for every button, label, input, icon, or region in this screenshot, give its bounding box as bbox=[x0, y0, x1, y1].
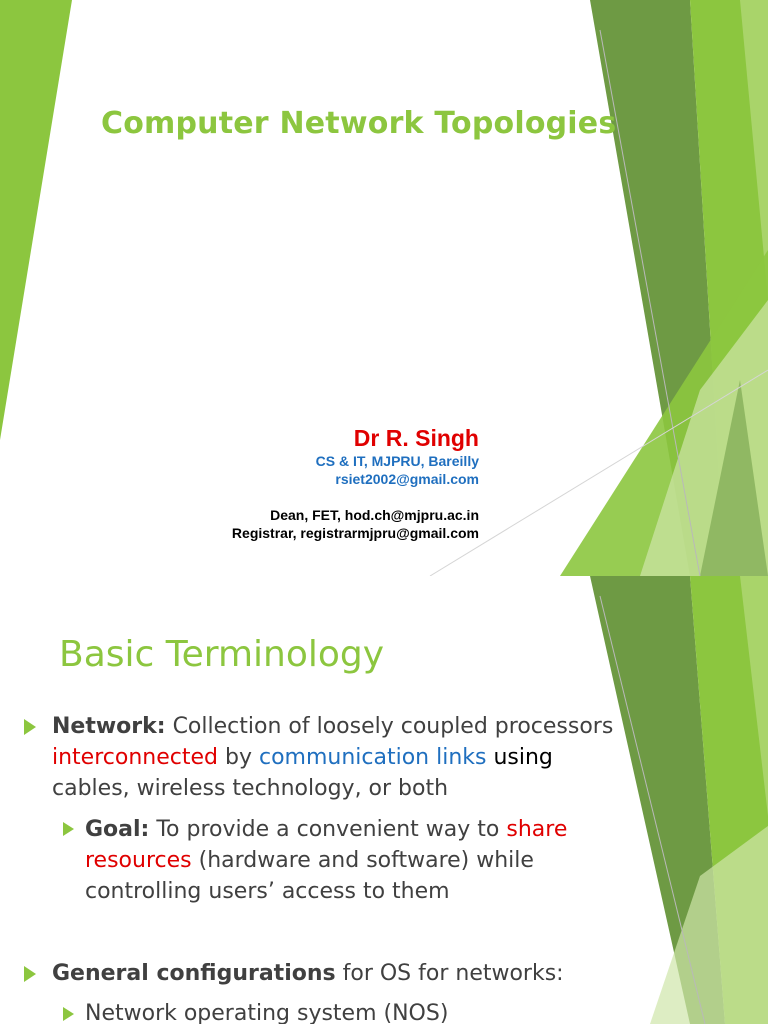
terminology-slide bbox=[0, 576, 768, 1024]
slide-title: Basic Terminology bbox=[59, 634, 385, 675]
author-name: Dr R. Singh bbox=[353, 425, 479, 451]
term-resources: resources bbox=[85, 848, 192, 873]
term-interconnected: interconnected bbox=[52, 745, 218, 770]
sub-bullet-nos: Network operating system (NOS) bbox=[85, 1001, 449, 1024]
goal-text-1: To provide a convenient way to bbox=[149, 817, 507, 842]
term-network: Network: bbox=[52, 714, 166, 739]
term-general-configurations: General configurations bbox=[52, 961, 336, 986]
network-definition-1: Collection of loosely coupled processors bbox=[165, 714, 614, 739]
author-role-registrar: Registrar, registrarmjpru@gmail.com bbox=[231, 525, 479, 541]
author-email: rsiet2002@gmail.com bbox=[335, 471, 479, 487]
author-block bbox=[232, 424, 479, 542]
goal-text-3: controlling users’ access to them bbox=[85, 879, 450, 904]
sub-bullet-goal bbox=[85, 814, 645, 907]
network-definition-3: using bbox=[486, 745, 553, 770]
network-definition-2: by bbox=[217, 745, 259, 770]
bullet-arrow-icon bbox=[24, 966, 36, 982]
term-share: share bbox=[506, 817, 568, 842]
bullet-network bbox=[52, 711, 652, 804]
network-definition-4: cables, wireless technology, or both bbox=[52, 776, 449, 801]
term-communication-links: communication links bbox=[258, 745, 487, 770]
term-goal: Goal: bbox=[85, 817, 150, 842]
bullet-arrow-icon bbox=[24, 719, 36, 735]
sub-bullet-arrow-icon bbox=[63, 1007, 74, 1021]
bullet-general-configurations bbox=[52, 958, 652, 989]
general-configurations-text: for OS for networks: bbox=[335, 961, 564, 986]
author-affiliation: CS & IT, MJPRU, Bareilly bbox=[315, 453, 479, 469]
sub-bullet-arrow-icon bbox=[63, 822, 74, 836]
slide-title: Computer Network Topologies bbox=[101, 106, 617, 141]
goal-text-2: (hardware and software) while bbox=[191, 848, 534, 873]
author-role-dean: Dean, FET, hod.ch@mjpru.ac.in bbox=[270, 507, 479, 523]
